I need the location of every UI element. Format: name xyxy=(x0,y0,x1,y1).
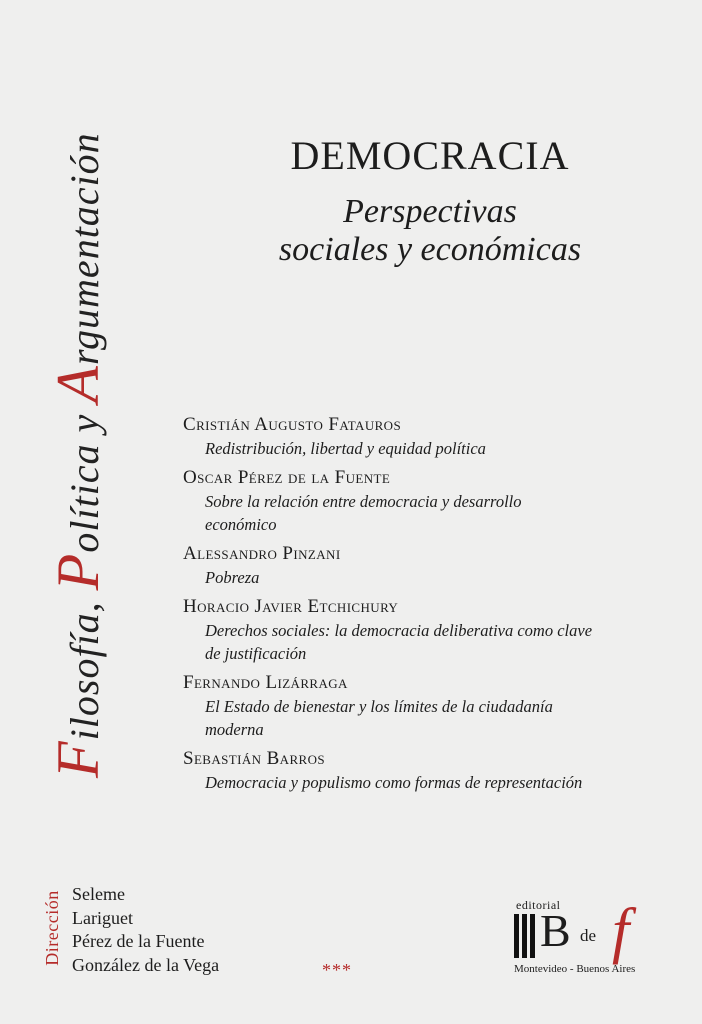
author-name: Cristián Augusto Fatauros xyxy=(183,414,402,435)
author-name: Oscar Pérez de la Fuente xyxy=(183,467,391,488)
director-name: Pérez de la Fuente xyxy=(72,931,205,951)
title-block xyxy=(180,132,680,269)
work-title: Pobreza xyxy=(205,568,260,587)
series-initial-a: A xyxy=(45,365,111,403)
ornament-stars: *** xyxy=(322,960,352,980)
work-title: Sobre la relación entre democracia y desarrollo económico xyxy=(205,492,522,534)
series-word-argumentacion: rgumentación xyxy=(62,132,107,366)
list-item xyxy=(183,595,683,665)
direction-label: Dirección xyxy=(42,890,62,966)
subtitle-line: sociales y económicas xyxy=(278,231,582,268)
author-name: Alessandro Pinzani xyxy=(183,543,341,564)
list-item xyxy=(183,671,683,741)
contents-list xyxy=(183,413,683,800)
direction-names xyxy=(72,883,219,977)
logo-de: de xyxy=(580,926,597,945)
work-title: El Estado de bienestar y los límites de la ciudadanía moderna xyxy=(205,697,553,739)
book-title: DEMOCRACIA xyxy=(290,133,570,178)
director-name: Lariguet xyxy=(72,907,133,928)
author-name: Sebastián Barros xyxy=(183,748,326,769)
logo-letter-b: B xyxy=(540,905,571,956)
list-item xyxy=(183,466,683,536)
book-subtitle xyxy=(180,193,680,269)
director-name: Seleme xyxy=(72,884,125,904)
director-name: González de la Vega xyxy=(72,954,220,975)
subtitle-line: Perspectivas xyxy=(343,193,517,230)
publisher-logo xyxy=(512,898,662,988)
list-item xyxy=(183,747,683,794)
list-item xyxy=(183,413,683,460)
series-word-filosofia: ilosofía, xyxy=(62,590,107,741)
author-name: Fernando Lizárraga xyxy=(183,672,348,693)
series-title xyxy=(45,58,111,778)
work-title: Derechos sociales: la democracia deliberativa como clave de justificación xyxy=(205,621,593,663)
series-initial-p: P xyxy=(45,552,111,591)
publisher-cities: Montevideo - Buenos Aires xyxy=(514,963,636,975)
list-item xyxy=(183,542,683,589)
work-title: Democracia y populismo como formas de representación xyxy=(205,773,583,792)
work-title: Redistribución, libertad y equidad política xyxy=(205,439,486,458)
series-word-politica: olítica y xyxy=(62,402,107,553)
logo-letter-f: f xyxy=(612,897,630,965)
author-name: Horacio Javier Etchichury xyxy=(183,596,399,617)
publisher-prefix: editorial xyxy=(516,898,561,912)
series-initial-f: F xyxy=(45,740,111,778)
